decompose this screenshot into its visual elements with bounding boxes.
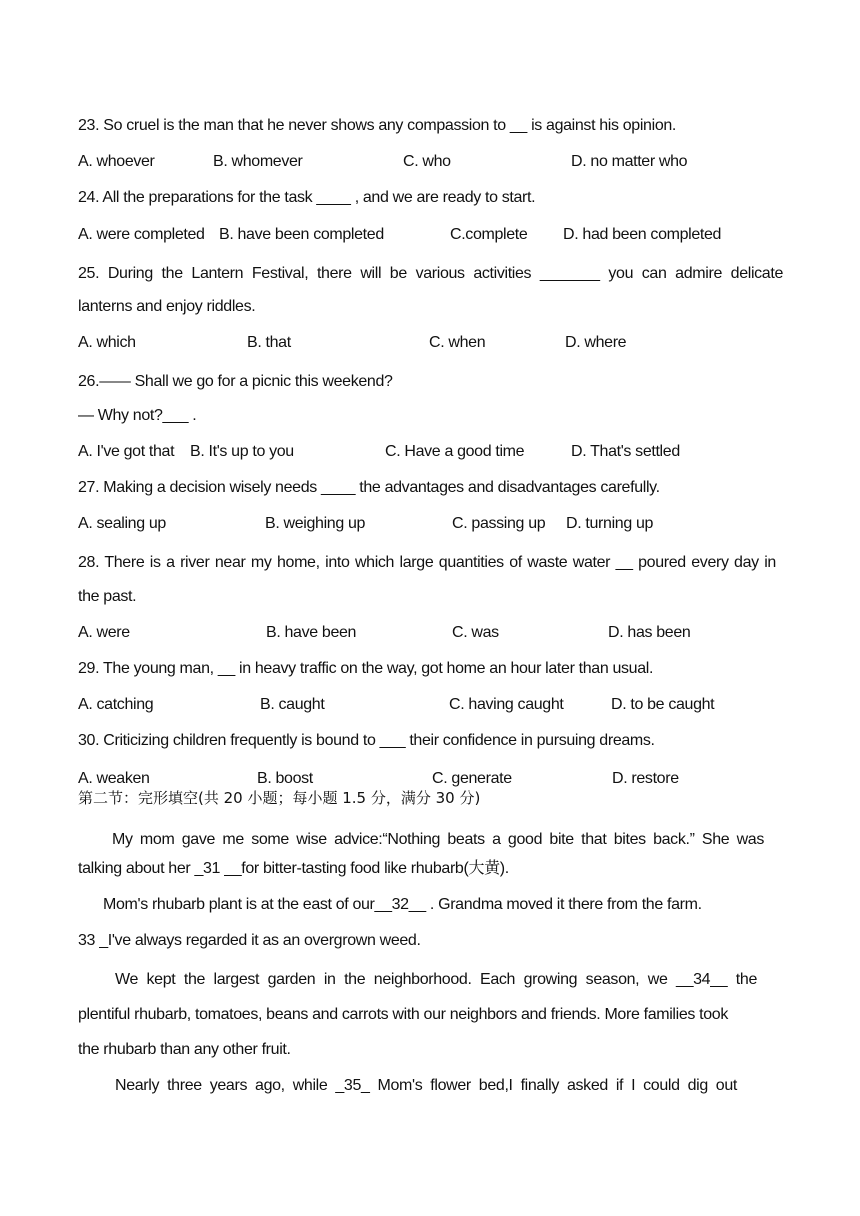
question-30-option-c: C. generate — [432, 770, 512, 787]
passage-p2-line-1: Mom's rhubarb plant is at the east of our__32__ . Grandma moved it there from the farm. — [103, 896, 702, 913]
question-27-option-a: A. sealing up — [78, 515, 166, 532]
question-28-option-c: C. was — [452, 624, 499, 641]
question-25-option-b: B. that — [247, 334, 291, 351]
question-28-stem-line-1: 28. There is a river near my home, into which large quantities of waste water __ poured every day in — [78, 554, 776, 571]
question-24-option-d: D. had been completed — [563, 226, 722, 243]
question-27-option-d: D. turning up — [566, 515, 654, 532]
question-24-option-b: B. have been completed — [219, 226, 384, 243]
question-26-stem-line-1: 26.—— Shall we go for a picnic this weekend? — [78, 373, 393, 390]
question-28-stem-line-2: the past. — [78, 588, 137, 605]
question-25-stem-line-1: 25. During the Lantern Festival, there will be various activities _______ you can admire delicate — [78, 265, 783, 282]
question-28-option-b: B. have been — [266, 624, 357, 641]
question-30-stem: 30. Criticizing children frequently is bound to ___ their confidence in pursuing dreams. — [78, 732, 655, 749]
question-28-option-a: A. were — [78, 624, 130, 641]
question-25-stem-line-2: lanterns and enjoy riddles. — [78, 298, 256, 315]
question-29-option-d: D. to be caught — [611, 696, 715, 713]
question-24-stem: 24. All the preparations for the task ____ , and we are ready to start. — [78, 189, 536, 206]
section-2-heading: 第二节：完形填空(共 20 小题；每小题 1.5 分，满分 30 分) — [78, 789, 481, 807]
passage-p3-line-2: plentiful rhubarb, tomatoes, beans and carrots with our neighbors and friends. More families took — [78, 1006, 728, 1023]
question-23-option-b: B. whomever — [213, 153, 303, 170]
question-27-option-c: C. passing up — [452, 515, 546, 532]
question-23-option-d: D. no matter who — [571, 153, 688, 170]
question-27-option-b: B. weighing up — [265, 515, 366, 532]
question-26-option-a: A. I've got that — [78, 443, 175, 460]
passage-p4-line-1: Nearly three years ago, while _35_ Mom's flower bed,I finally asked if I could dig out — [115, 1077, 737, 1094]
question-29-option-a: A. catching — [78, 696, 154, 713]
passage-p3-line-3: the rhubarb than any other fruit. — [78, 1041, 291, 1058]
question-23-option-c: C. who — [403, 153, 451, 170]
question-29-option-b: B. caught — [260, 696, 325, 713]
question-23-option-a: A. whoever — [78, 153, 155, 170]
question-26-option-c: C. Have a good time — [385, 443, 525, 460]
question-25-option-c: C. when — [429, 334, 486, 351]
question-29-stem: 29. The young man, __ in heavy traffic on the way, got home an hour later than usual. — [78, 660, 654, 677]
passage-p1-line-2: talking about her _31 __for bitter-tasting food like rhubarb(大黄). — [78, 860, 509, 877]
question-30-option-b: B. boost — [257, 770, 313, 787]
question-29-option-c: C. having caught — [449, 696, 564, 713]
question-26-option-b: B. It's up to you — [190, 443, 294, 460]
passage-p3-line-1: We kept the largest garden in the neighborhood. Each growing season, we __34__ the — [115, 971, 757, 988]
question-25-option-a: A. which — [78, 334, 136, 351]
passage-p2-line-2: 33 _I've always regarded it as an overgrown weed. — [78, 932, 421, 949]
question-27-stem: 27. Making a decision wisely needs ____ the advantages and disadvantages carefully. — [78, 479, 660, 496]
question-24-option-c: C.complete — [450, 226, 528, 243]
question-23-stem: 23. So cruel is the man that he never shows any compassion to __ is against his opinion. — [78, 117, 677, 134]
question-28-option-d: D. has been — [608, 624, 691, 641]
question-24-option-a: A. were completed — [78, 226, 205, 243]
question-26-option-d: D. That's settled — [571, 443, 680, 460]
passage-p1-line-1: My mom gave me some wise advice:“Nothing beats a good bite that bites back.” She was — [112, 831, 764, 848]
question-26-stem-line-2: — Why not?___ . — [78, 407, 197, 424]
question-25-option-d: D. where — [565, 334, 627, 351]
question-30-option-d: D. restore — [612, 770, 679, 787]
question-30-option-a: A. weaken — [78, 770, 150, 787]
